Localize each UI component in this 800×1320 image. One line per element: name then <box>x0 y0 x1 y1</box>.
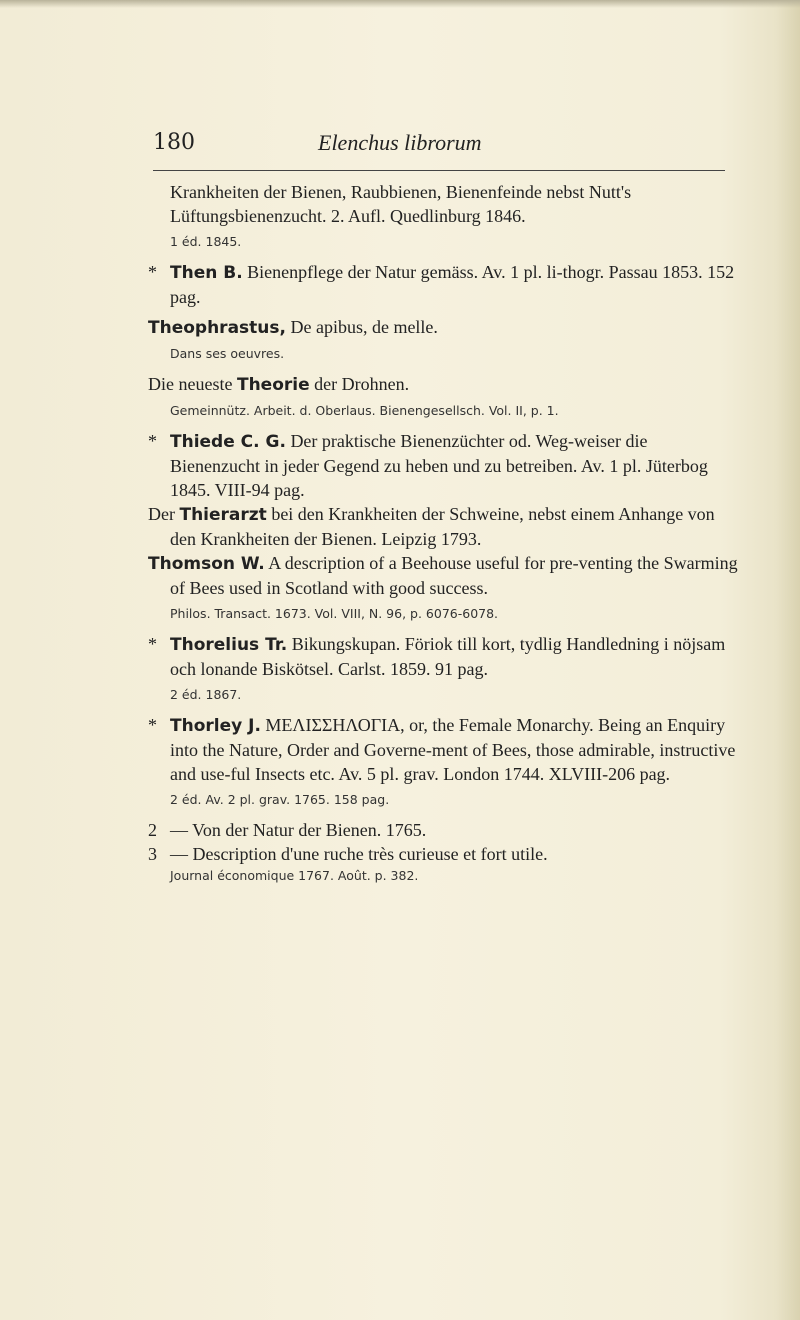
entry-text <box>148 551 738 600</box>
entry-author: Then B. <box>170 263 243 283</box>
entry-note: Gemeinnütz. Arbeit. d. Oberlaus. Bienengesellsch. Vol. II, p. 1. <box>170 403 559 418</box>
entry-note: 2 éd. 1867. <box>170 687 242 702</box>
entry-mark: 3 <box>148 844 157 864</box>
bibliography-entry <box>148 372 738 421</box>
entry-text <box>148 372 738 397</box>
entry-body: ΜΕΛΙΣΣΗΛΟΓΙΑ, or, the Female Monarchy. Being an Enquiry into the Nature, Order and Governe-ment of Bees, those admirable, instructive and use-ful Insects etc. Av. 5 pl. grav. London 1744. XLVIII-206 pag. <box>170 715 736 784</box>
page-edge-shadow <box>0 0 800 8</box>
entry-author: Thierarzt <box>179 505 267 525</box>
entry-text: Krankheiten der Bienen, Raubbienen, Bienenfeinde nebst Nutt's Lüftungsbienenzucht. 2. Aufl. Quedlinburg 1846. <box>170 182 632 226</box>
entry-text <box>148 842 738 866</box>
entry-body: — Von der Natur der Bienen. 1765. <box>170 820 427 840</box>
entry-text <box>148 260 738 309</box>
header-rule <box>153 170 725 171</box>
page-number: 180 <box>153 130 195 155</box>
entry-text <box>148 713 738 786</box>
entry-note: Philos. Transact. 1673. Vol. VIII, N. 96, p. 6076-6078. <box>170 606 499 621</box>
entry-body: der Drohnen. <box>314 374 410 394</box>
entry-text <box>148 429 738 502</box>
entry-mark: * <box>148 715 157 735</box>
entry-prefix: Der <box>148 504 175 524</box>
bibliography-entry <box>148 180 738 252</box>
bibliography-entry <box>148 429 738 502</box>
running-title: Elenchus librorum <box>318 130 482 155</box>
bibliography-entry <box>148 502 738 551</box>
entry-author: Theophrastus, <box>148 318 286 338</box>
entry-author: Thomson W. <box>148 554 265 574</box>
entry-text <box>148 315 738 340</box>
entry-author: Theorie <box>236 375 310 395</box>
entry-prefix: Die neueste <box>148 374 233 394</box>
entry-note: 2 éd. Av. 2 pl. grav. 1765. 158 pag. <box>170 792 390 807</box>
entry-body: — Description d'une ruche très curieuse et fort utile. <box>170 844 548 864</box>
entry-body: Bikungskupan. Föriok till kort, tydlig Handledning i nöjsam och lonande Biskötsel. Carlst. 1859. 91 pag. <box>170 634 726 679</box>
bibliography-entry <box>148 713 738 810</box>
bibliography-entry <box>148 315 738 364</box>
entry-author: Thorelius Tr. <box>170 635 288 655</box>
entry-note: 1 éd. 1845. <box>170 234 242 249</box>
entry-body: Der praktische Bienenzüchter od. Weg-weiser die Bienenzucht in jeder Gegend zu heben und zu betreiben. Av. 1 pl. Jüterbog 1845. VIII-94 pag. <box>170 431 708 500</box>
bibliography-entry <box>148 818 738 842</box>
entry-text <box>148 502 738 551</box>
page-header <box>0 128 800 168</box>
bibliography-entry <box>148 632 738 705</box>
entry-note: Journal économique 1767. Août. p. 382. <box>170 868 419 883</box>
entry-author: Thorley J. <box>170 716 261 736</box>
entry-body: Bienenpflege der Natur gemäss. Av. 1 pl. li-thogr. Passau 1853. 152 pag. <box>170 262 735 307</box>
entry-mark: * <box>148 431 157 451</box>
entry-mark: * <box>148 634 157 654</box>
entry-mark: * <box>148 262 157 282</box>
entry-mark: 2 <box>148 820 157 840</box>
bibliography-entry <box>148 260 738 315</box>
bibliography-entries <box>148 180 738 894</box>
entry-body: A description of a Beehouse useful for pre-venting the Swarming of Bees used in Scotland with good success. <box>170 553 738 598</box>
entry-text <box>148 818 738 842</box>
bibliography-entry <box>148 842 738 886</box>
entry-note: Dans ses oeuvres. <box>170 346 285 361</box>
bibliography-entry <box>148 551 738 624</box>
entry-text <box>148 632 738 681</box>
entry-author: Thiede C. G. <box>170 432 286 452</box>
entry-body: De apibus, de melle. <box>290 317 438 337</box>
entry-body: bei den Krankheiten der Schweine, nebst einem Anhange von den Krankheiten der Bienen. Leipzig 1793. <box>170 504 715 549</box>
